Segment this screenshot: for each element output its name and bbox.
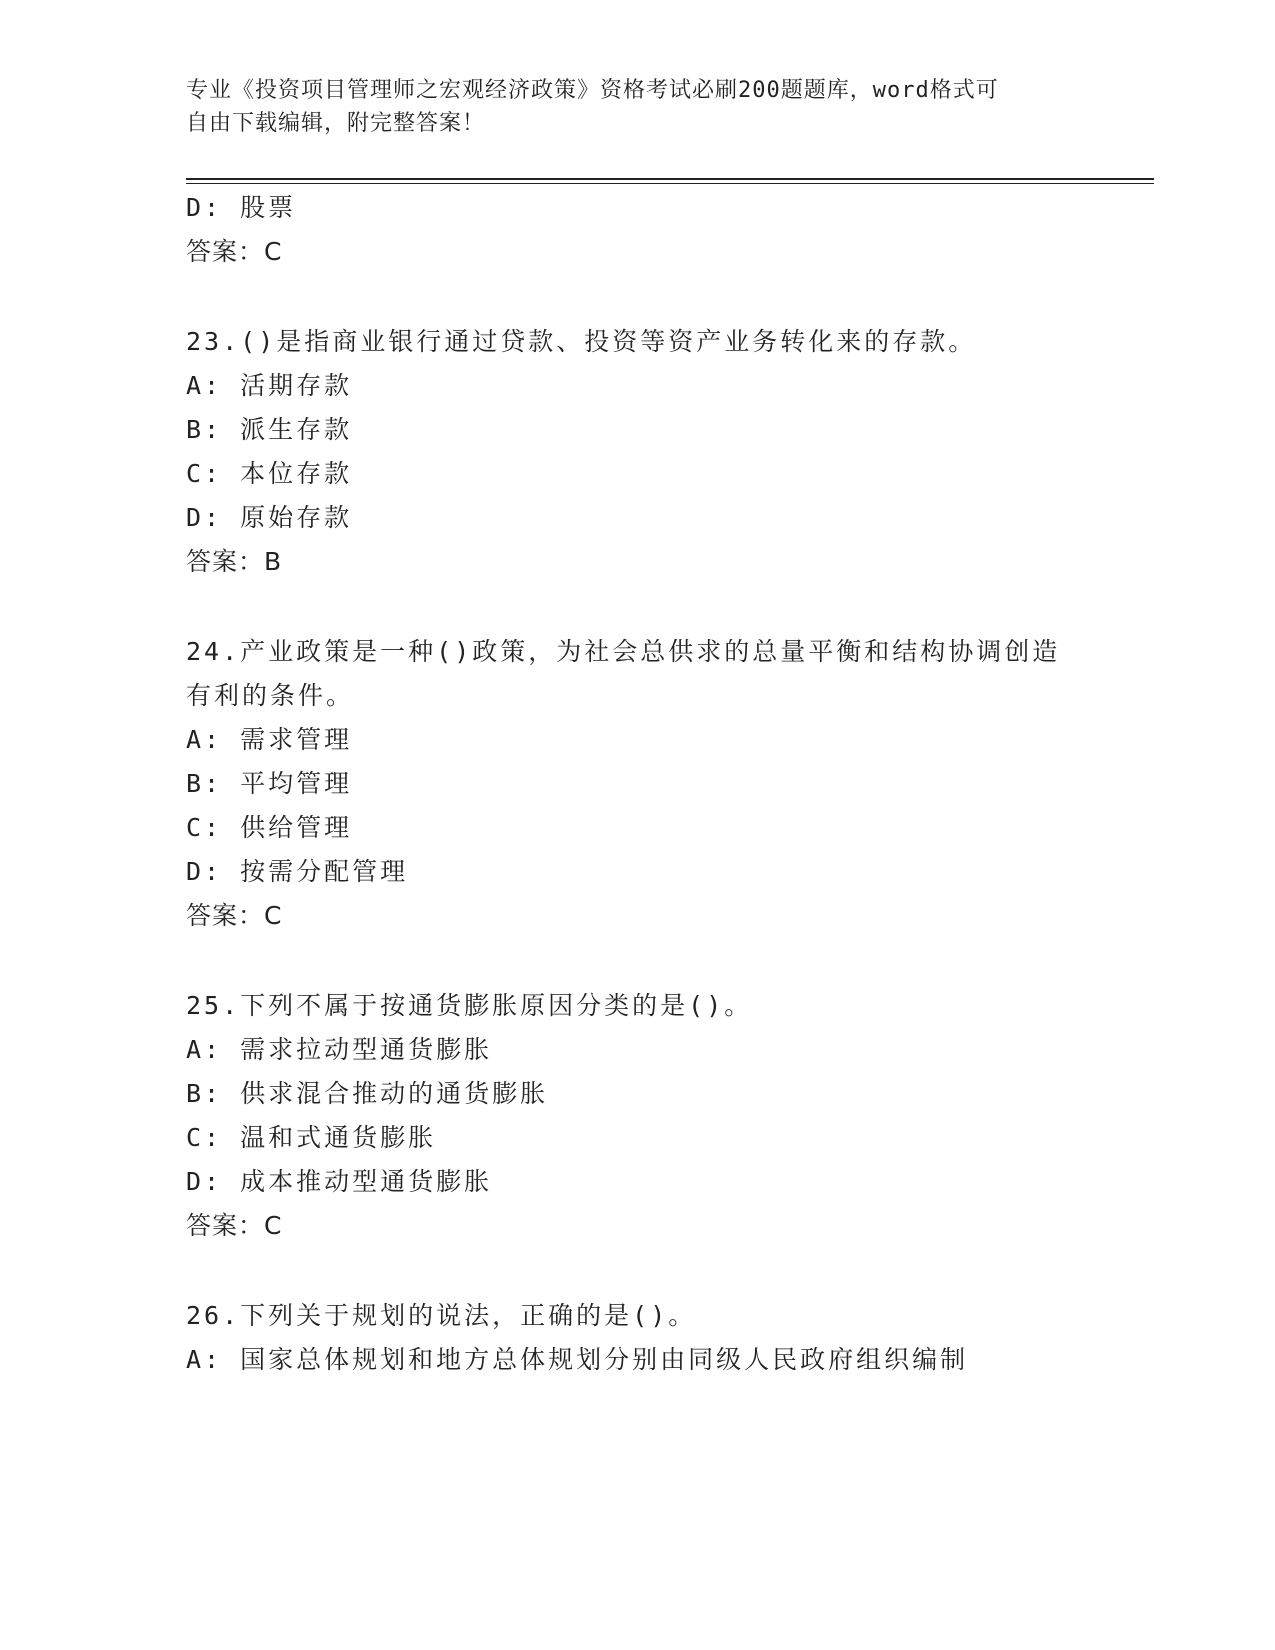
q24-option-d: D: 按需分配管理: [186, 857, 409, 886]
q23-option-a: A: 活期存款: [186, 371, 353, 400]
q24-option-c: C: 供给管理: [186, 813, 353, 842]
q25-option-a: A: 需求拉动型通货膨胀: [186, 1035, 493, 1064]
document-header: [186, 74, 1086, 140]
header-divider-thin: [186, 183, 1154, 184]
q25-stem: 25.下列不属于按通货膨胀原因分类的是()。: [186, 991, 753, 1020]
q25-answer: 答案：C: [186, 1211, 283, 1240]
header-divider-thick: [186, 178, 1154, 180]
header-line-2: 自由下载编辑，附完整答案！: [186, 111, 486, 136]
q23-option-b: B: 派生存款: [186, 415, 353, 444]
q23-option-c: C: 本位存款: [186, 459, 353, 488]
q23-option-d: D: 原始存款: [186, 503, 353, 532]
q24-stem-line-2: 有利的条件。: [186, 681, 355, 710]
q22-option-d: D: 股票: [186, 193, 297, 222]
header-line-1: 专业《投资项目管理师之宏观经济政策》资格考试必刷200题题库，word格式可: [186, 78, 999, 103]
q26-option-a: A: 国家总体规划和地方总体规划分别由同级人民政府组织编制: [186, 1345, 969, 1374]
q23-answer: 答案：B: [186, 547, 283, 576]
q24-option-b: B: 平均管理: [186, 769, 353, 798]
q25-option-b: B: 供求混合推动的通货膨胀: [186, 1079, 549, 1108]
q24-stem-line-1: 24.产业政策是一种()政策，为社会总供求的总量平衡和结构协调创造: [186, 637, 1061, 666]
q25-option-c: C: 温和式通货膨胀: [186, 1123, 437, 1152]
q24-option-a: A: 需求管理: [186, 725, 353, 754]
q25-option-d: D: 成本推动型通货膨胀: [186, 1167, 493, 1196]
q24-answer: 答案：C: [186, 901, 283, 930]
q26-stem: 26.下列关于规划的说法，正确的是()。: [186, 1301, 697, 1330]
q22-answer: 答案：C: [186, 237, 283, 266]
q23-stem: 23.()是指商业银行通过贷款、投资等资产业务转化来的存款。: [186, 327, 977, 356]
